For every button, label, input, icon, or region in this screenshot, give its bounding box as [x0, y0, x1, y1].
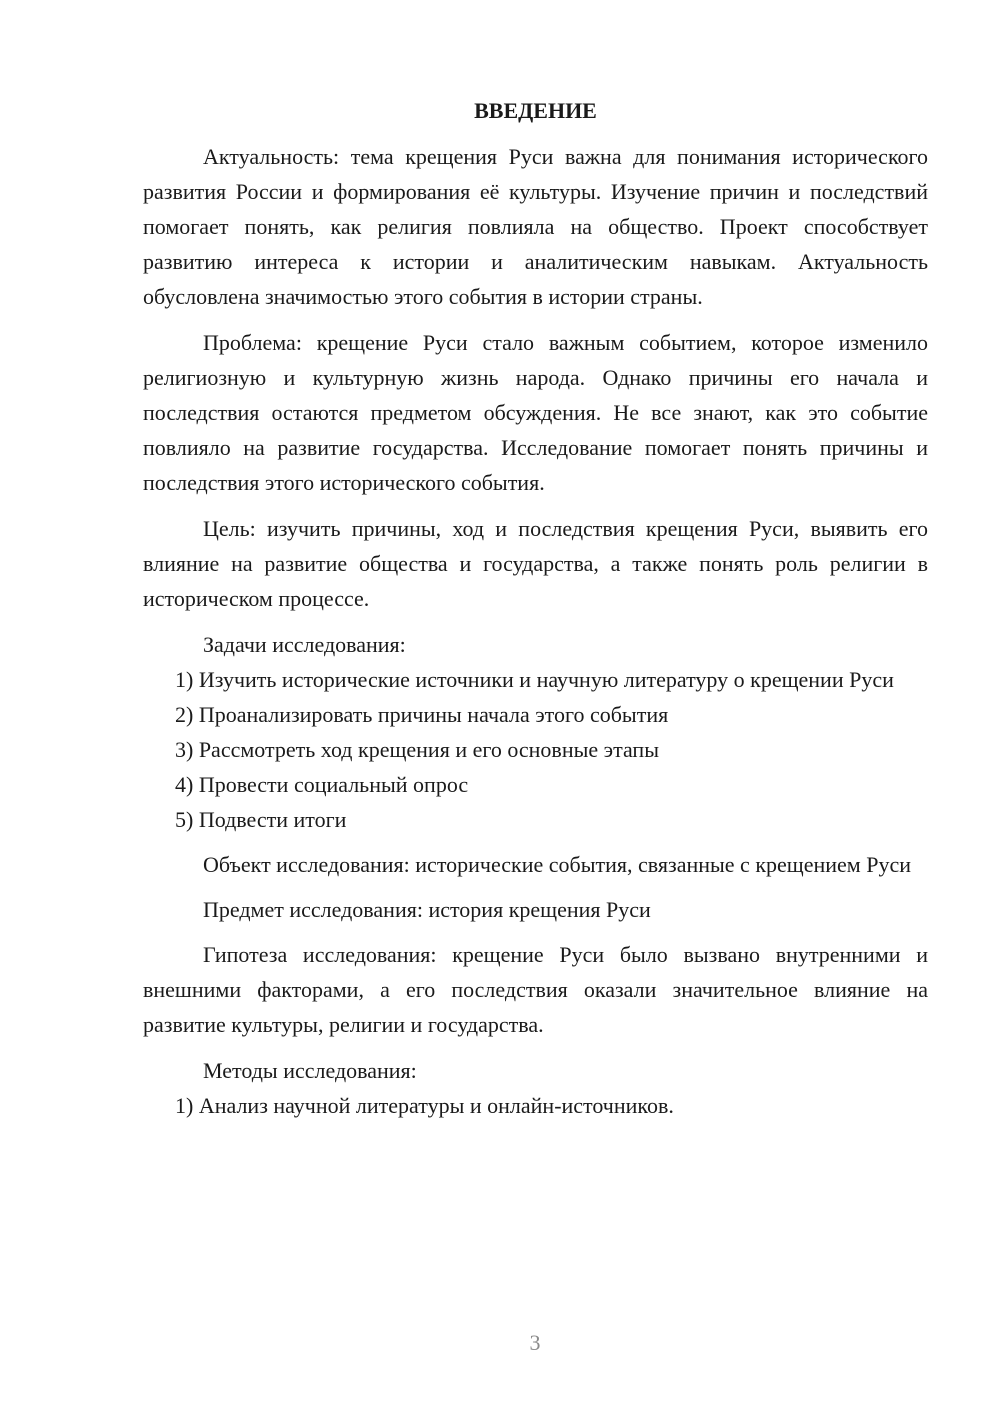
- object-paragraph: Объект исследования: исторические события, связанные с крещением Руси: [203, 852, 911, 877]
- relevance-paragraph: Актуальность: тема крещения Руси важна для понимания исторического развития России и формирования её культуры. Изучение причин и последствий помогает понять, как религия повлияла на общество. Проект способствует развитию интереса к истории и аналитическим навыкам. Актуальность обусловлена значимостью этого события в истории страны.: [143, 144, 928, 309]
- subject-paragraph: Предмет исследования: история крещения Руси: [203, 897, 651, 922]
- page-content: [143, 96, 928, 1123]
- task-item-4: 4) Провести социальный опрос: [175, 772, 469, 797]
- method-item-1: 1) Анализ научной литературы и онлайн-источников.: [175, 1093, 674, 1118]
- task-item-5: 5) Подвести итоги: [175, 807, 347, 832]
- methods-title: Методы исследования:: [203, 1058, 417, 1083]
- task-item-1: 1) Изучить исторические источники и научную литературу о крещении Руси: [175, 667, 894, 692]
- goal-paragraph: Цель: изучить причины, ход и последствия крещения Руси, выявить его влияние на развитие общества и государства, а также понять роль религии в историческом процессе.: [143, 516, 928, 611]
- page-number: 3: [529, 1330, 541, 1355]
- tasks-title: Задачи исследования:: [203, 632, 406, 657]
- section-heading: ВВЕДЕНИЕ: [474, 98, 597, 123]
- task-item-3: 3) Рассмотреть ход крещения и его основные этапы: [175, 737, 659, 762]
- problem-paragraph: Проблема: крещение Руси стало важным событием, которое изменило религиозную и культурную жизнь народа. Однако причины его начала и последствия остаются предметом обсуждения. Не все знают, как это событие повлияло на развитие государства. Исследование помогает понять причины и последствия этого исторического события.: [143, 330, 928, 495]
- task-item-2: 2) Проанализировать причины начала этого события: [175, 702, 669, 727]
- hypothesis-paragraph: Гипотеза исследования: крещение Руси было вызвано внутренними и внешними факторами, а его последствия оказали значительное влияние на развитие культуры, религии и государства.: [143, 942, 928, 1037]
